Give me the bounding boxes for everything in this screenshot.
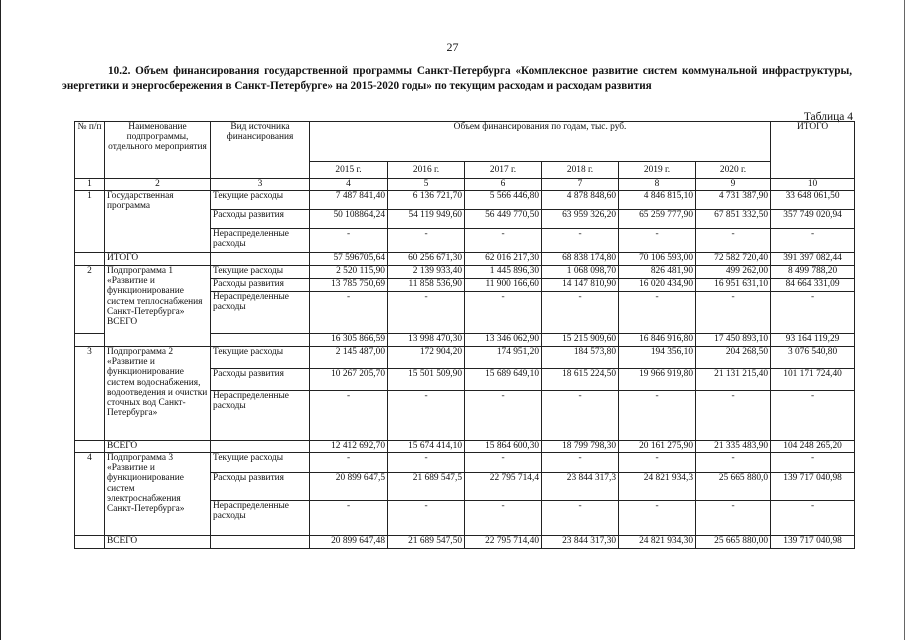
total-row-number-cell (75, 253, 105, 266)
column-index: 1 (75, 179, 105, 191)
year-value: 54 119 949,60 (388, 210, 465, 229)
year-value: 20 899 647,5 (310, 473, 388, 501)
year-value: - (542, 292, 619, 334)
row-total-value: - (771, 391, 855, 441)
year-value: 174 951,20 (465, 347, 542, 369)
year-value: 2 145 487,00 (310, 347, 388, 369)
total-value: 13 998 470,30 (388, 334, 465, 347)
year-value: 63 959 326,20 (542, 210, 619, 229)
year-value: 50 108864,24 (310, 210, 388, 229)
program-name (105, 266, 211, 347)
total-value: 12 412 692,70 (310, 441, 388, 453)
total-value: 70 106 593,00 (619, 253, 696, 266)
column-index: 10 (771, 179, 855, 191)
total-source-cell (211, 536, 310, 549)
total-value: 18 799 798,30 (542, 441, 619, 453)
funding-source: Нераспределенные расходы (211, 501, 310, 536)
total-value: 21 689 547,50 (388, 536, 465, 549)
year-value: 2 520 115,90 (310, 266, 388, 279)
total-value: 22 795 714,40 (465, 536, 542, 549)
column-index: 7 (542, 179, 619, 191)
year-value: - (619, 292, 696, 334)
year-value: 13 785 750,69 (310, 279, 388, 292)
year-value: 499 262,00 (696, 266, 771, 279)
funding-source: Нераспределенные расходы (211, 391, 310, 441)
row-total-value: 139 717 040,98 (771, 473, 855, 501)
funding-source: Текущие расходы (211, 347, 310, 369)
column-index: 3 (211, 179, 310, 191)
total-row-number-cell (75, 334, 105, 347)
year-value: 2 139 933,40 (388, 266, 465, 279)
total-value: 20 161 275,90 (619, 441, 696, 453)
column-index: 2 (105, 179, 211, 191)
funding-source: Расходы развития (211, 369, 310, 391)
program-name: Подпрограмма 3 «Развитие и функционирование систем электроснабжения Санкт-Петербурга» (105, 453, 211, 536)
funding-source: Текущие расходы (211, 191, 310, 210)
year-value: 25 665 880,0 (696, 473, 771, 501)
year-value: 15 501 509,90 (388, 369, 465, 391)
year-value: - (388, 501, 465, 536)
total-label: ИТОГО (105, 253, 211, 266)
table-row (75, 453, 855, 473)
column-index: 5 (388, 179, 465, 191)
year-value: 16 020 434,90 (619, 279, 696, 292)
year-value: - (310, 229, 388, 253)
year-value: 24 821 934,3 (619, 473, 696, 501)
year-value: 1 445 896,30 (465, 266, 542, 279)
year-value: - (310, 501, 388, 536)
row-total-value: 8 499 788,20 (771, 266, 855, 279)
year-value: 11 858 536,90 (388, 279, 465, 292)
year-value: 18 615 224,50 (542, 369, 619, 391)
year-value: 4 846 815,10 (619, 191, 696, 210)
total-row-number-cell (75, 441, 105, 453)
funding-source: Текущие расходы (211, 453, 310, 473)
row-total-value: - (771, 229, 855, 253)
total-value: 68 838 174,80 (542, 253, 619, 266)
year-value: - (619, 229, 696, 253)
header-year: 2019 г. (619, 162, 696, 179)
year-value: - (696, 453, 771, 473)
year-value: - (465, 229, 542, 253)
year-value: - (388, 391, 465, 441)
header-name: Наименование подпрограммы, отдельного мероприятия (105, 122, 211, 179)
total-row (75, 441, 855, 453)
year-value: 5 566 446,80 (465, 191, 542, 210)
total-value: 25 665 880,00 (696, 536, 771, 549)
total-label: ВСЕГО (105, 536, 211, 549)
total-source-cell (211, 441, 310, 453)
year-value: - (388, 453, 465, 473)
year-value: 16 951 631,10 (696, 279, 771, 292)
total-source-cell (211, 334, 310, 347)
funding-source: Расходы развития (211, 279, 310, 292)
year-value: - (465, 391, 542, 441)
year-value: 1 068 098,70 (542, 266, 619, 279)
year-value: - (542, 229, 619, 253)
total-value: 72 582 720,40 (696, 253, 771, 266)
total-row (75, 536, 855, 549)
year-value: 15 689 649,10 (465, 369, 542, 391)
row-number: 1 (75, 191, 105, 253)
year-value: - (619, 501, 696, 536)
year-value: 21 131 215,40 (696, 369, 771, 391)
year-value: - (310, 391, 388, 441)
year-value: 4 878 848,60 (542, 191, 619, 210)
program-name: Подпрограмма 2 «Развитие и функционирование систем водоснабжения, водоотведения и очистки сточных вод Санкт-Петербурга» (105, 347, 211, 441)
total-value: 24 821 934,30 (619, 536, 696, 549)
row-number: 3 (75, 347, 105, 441)
year-value: - (465, 501, 542, 536)
total-value: 16 846 916,80 (619, 334, 696, 347)
header-year: 2016 г. (388, 162, 465, 179)
row-total-value: 357 749 020,94 (771, 210, 855, 229)
table-row (75, 191, 855, 210)
total-value: 15 864 600,30 (465, 441, 542, 453)
year-value: 194 356,10 (619, 347, 696, 369)
year-value: 6 136 721,70 (388, 191, 465, 210)
header-year: 2015 г. (310, 162, 388, 179)
table-label: Таблица 4 (803, 111, 853, 123)
year-value: - (696, 501, 771, 536)
year-value: 22 795 714,4 (465, 473, 542, 501)
total-row-number-cell (75, 536, 105, 549)
year-value: 10 267 205,70 (310, 369, 388, 391)
table-row (75, 347, 855, 369)
year-value: 204 268,50 (696, 347, 771, 369)
header-year: 2017 г. (465, 162, 542, 179)
row-total-value: - (771, 292, 855, 334)
financing-table (74, 121, 855, 549)
row-total-value: - (771, 501, 855, 536)
year-value: - (465, 292, 542, 334)
total-value: 60 256 671,30 (388, 253, 465, 266)
total-source-cell (211, 253, 310, 266)
program-name-text: Подпрограмма 1 «Развитие и функционирование систем теплоснабжения Санкт-Петербурга» (107, 266, 203, 317)
grand-total-value: 391 397 082,44 (771, 253, 855, 266)
total-value: 62 016 217,30 (465, 253, 542, 266)
year-value: 56 449 770,50 (465, 210, 542, 229)
year-value: 11 900 166,60 (465, 279, 542, 292)
row-total-value: - (771, 453, 855, 473)
year-value: 19 966 919,80 (619, 369, 696, 391)
grand-total-value: 93 164 119,29 (771, 334, 855, 347)
row-number: 2 (75, 266, 105, 334)
header-total: ИТОГО (771, 122, 855, 179)
funding-source: Нераспределенные расходы (211, 292, 310, 334)
total-value: 16 305 866,59 (310, 334, 388, 347)
year-value: 172 904,20 (388, 347, 465, 369)
year-value: - (696, 229, 771, 253)
year-value: 826 481,90 (619, 266, 696, 279)
total-value: 15 215 909,60 (542, 334, 619, 347)
year-value: - (542, 453, 619, 473)
total-value: 23 844 317,30 (542, 536, 619, 549)
total-label: ВСЕГО (107, 317, 138, 328)
program-name: Государственная программа (105, 191, 211, 253)
total-row (75, 253, 855, 266)
row-total-value: 33 648 061,50 (771, 191, 855, 210)
year-value: - (542, 501, 619, 536)
year-value: - (388, 229, 465, 253)
page-number: 27 (446, 40, 459, 54)
total-value: 13 346 062,90 (465, 334, 542, 347)
funding-source: Расходы развития (211, 473, 310, 501)
year-value: 184 573,80 (542, 347, 619, 369)
grand-total-value: 139 717 040,98 (771, 536, 855, 549)
column-index: 8 (619, 179, 696, 191)
grand-total-value: 104 248 265,20 (771, 441, 855, 453)
year-value: - (465, 453, 542, 473)
funding-source: Текущие расходы (211, 266, 310, 279)
total-value: 57 596705,64 (310, 253, 388, 266)
year-value: - (542, 391, 619, 441)
total-value: 17 450 893,10 (696, 334, 771, 347)
year-value: 4 731 387,90 (696, 191, 771, 210)
header-source: Вид источника финансирования (211, 122, 310, 179)
year-value: - (696, 391, 771, 441)
year-value: 65 259 777,90 (619, 210, 696, 229)
section-heading: 10.2. Объем финансирования государственной программы Санкт-Петербурга «Комплексное развитие систем коммунальной инфраструктуры, энергетики и энергосбережения в Санкт-Петербурге» на 2015-2020 годы» по текущим расходам и расходам развития (62, 65, 852, 92)
header-num: № п/п (75, 122, 105, 179)
header-year: 2020 г. (696, 162, 771, 179)
column-index: 9 (696, 179, 771, 191)
header-volume: Объем финансирования по годам, тыс. руб. (310, 122, 771, 162)
funding-source: Нераспределенные расходы (211, 229, 310, 253)
row-total-value: 84 664 331,09 (771, 279, 855, 292)
header-year: 2018 г. (542, 162, 619, 179)
total-value: 21 335 483,90 (696, 441, 771, 453)
table-row (75, 266, 855, 279)
year-value: 14 147 810,90 (542, 279, 619, 292)
total-value: 15 674 414,10 (388, 441, 465, 453)
year-value: - (619, 391, 696, 441)
year-value: - (619, 453, 696, 473)
year-value: 23 844 317,3 (542, 473, 619, 501)
year-value: 21 689 547,5 (388, 473, 465, 501)
total-value: 20 899 647,48 (310, 536, 388, 549)
year-value: - (310, 453, 388, 473)
column-index: 4 (310, 179, 388, 191)
year-value: - (388, 292, 465, 334)
year-value: - (310, 292, 388, 334)
row-total-value: 3 076 540,80 (771, 347, 855, 369)
row-total-value: 101 171 724,40 (771, 369, 855, 391)
year-value: 67 851 332,50 (696, 210, 771, 229)
year-value: - (696, 292, 771, 334)
total-label: ВСЕГО (105, 441, 211, 453)
column-index: 6 (465, 179, 542, 191)
row-number: 4 (75, 453, 105, 536)
funding-source: Расходы развития (211, 210, 310, 229)
year-value: 7 487 841,40 (310, 191, 388, 210)
